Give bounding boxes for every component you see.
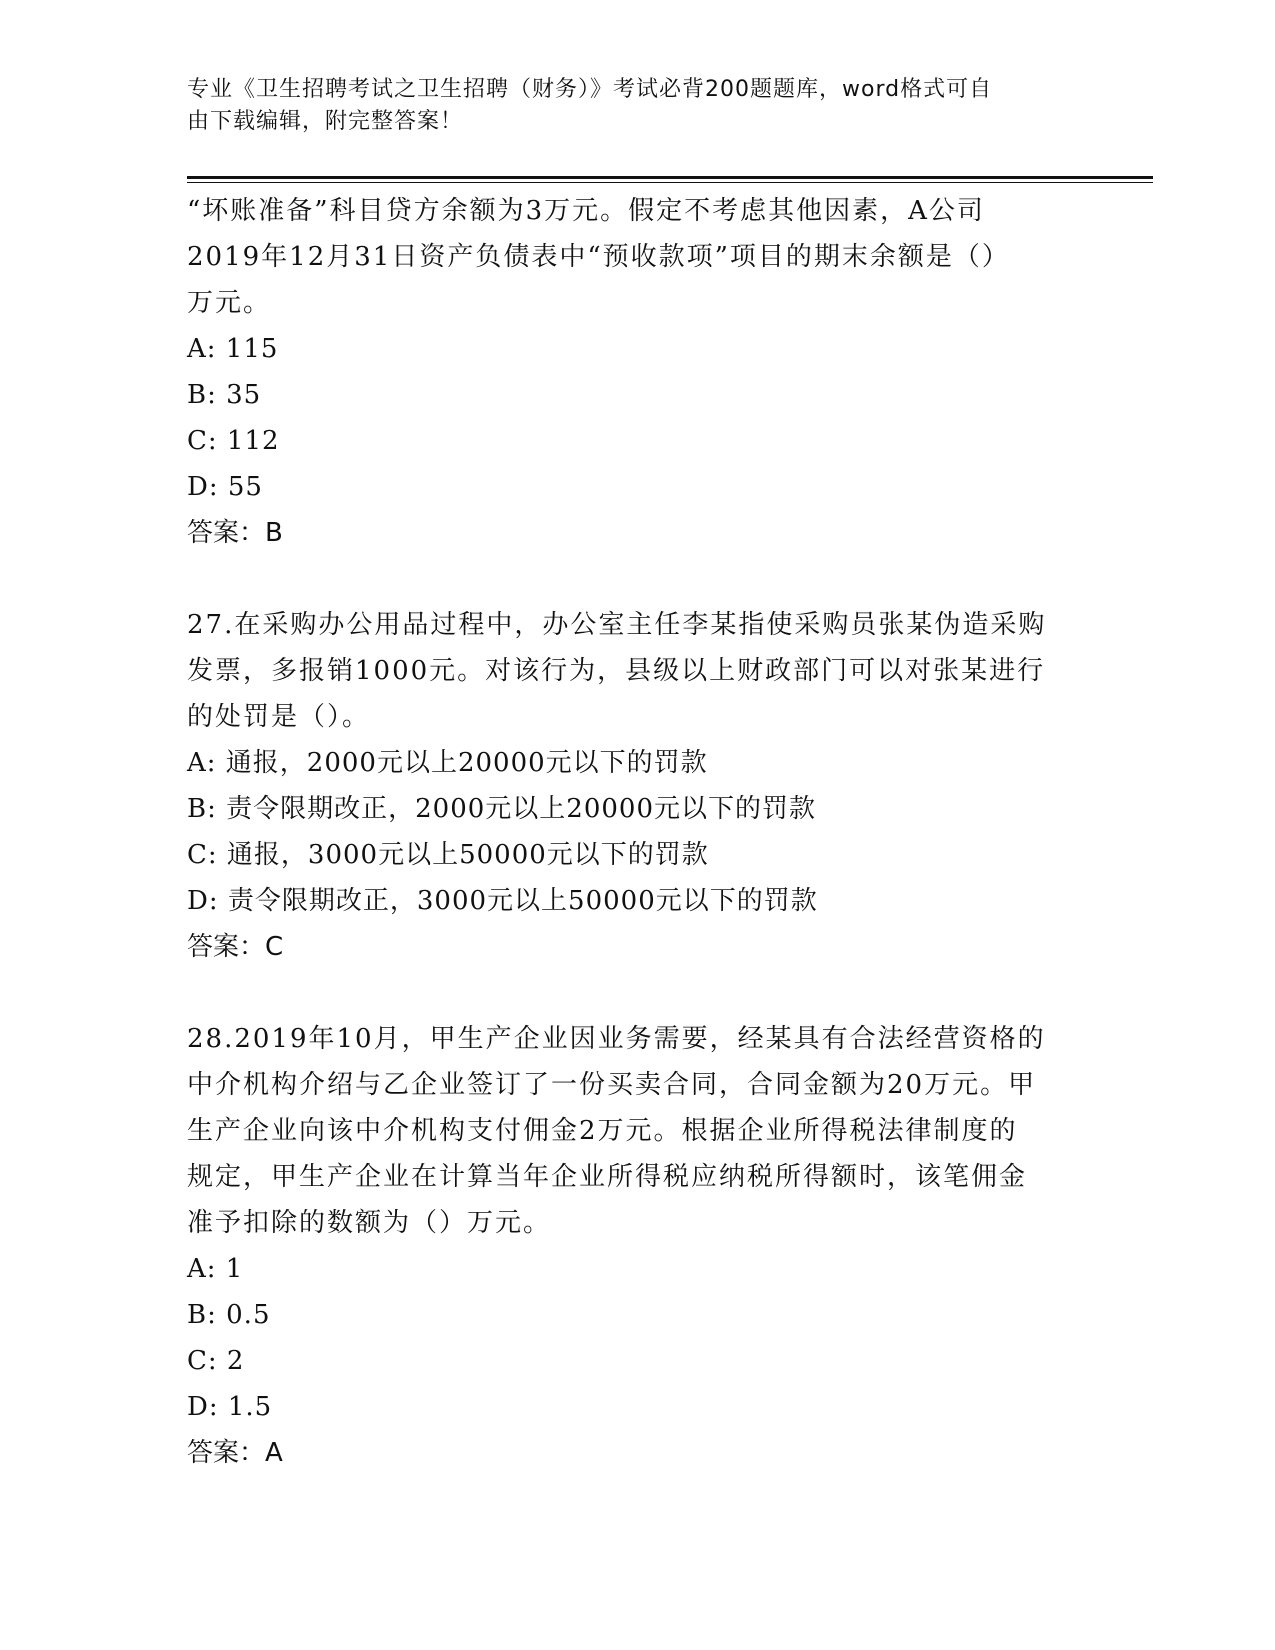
header-line: 由下载编辑，附完整答案！ [187, 109, 464, 134]
question-text-line: 规定，甲生产企业在计算当年企业所得税应纳税所得额时，该笔佣金 [187, 1162, 1028, 1192]
header-line: 专业《卫生招聘考试之卫生招聘（财务）》考试必背200题题库，word格式可自 [187, 77, 993, 102]
question-26 [187, 188, 1087, 556]
option-b: B: 35 [187, 380, 262, 410]
question-text-line: 生产企业向该中介机构支付佣金2万元。根据企业所得税法律制度的 [187, 1116, 1018, 1146]
option-a: A: 通报，2000元以上20000元以下的罚款 [187, 748, 708, 778]
answer-line: 答案：B [187, 518, 283, 548]
answer-line: 答案：A [187, 1438, 283, 1468]
question-27 [187, 602, 1087, 970]
question-text-line: 准予扣除的数额为（）万元。 [187, 1208, 552, 1238]
question-text-line: 万元。 [187, 288, 272, 318]
spacer [187, 970, 1087, 1016]
option-b: B: 0.5 [187, 1300, 271, 1330]
question-text-line: 28.2019年10月，甲生产企业因业务需要，经某具有合法经营资格的 [187, 1024, 1046, 1054]
question-text-line: 的处罚是（）。 [187, 702, 371, 732]
option-d: D: 55 [187, 472, 263, 502]
answer-line: 答案：C [187, 932, 284, 962]
question-28 [187, 1016, 1087, 1476]
option-c: C: 通报，3000元以上50000元以下的罚款 [187, 840, 709, 870]
question-text-line: 发票，多报销1000元。对该行为，县级以上财政部门可以对张某进行 [187, 656, 1046, 686]
option-a: A: 115 [187, 334, 279, 364]
option-d: D: 责令限期改正，3000元以上50000元以下的罚款 [187, 886, 818, 916]
option-b: B: 责令限期改正，2000元以上20000元以下的罚款 [187, 794, 817, 824]
header-rule-thick [187, 176, 1153, 179]
option-d: D: 1.5 [187, 1392, 273, 1422]
option-c: C: 2 [187, 1346, 245, 1376]
header-rule-thin [187, 182, 1153, 183]
option-c: C: 112 [187, 426, 280, 456]
question-text-line: 27.在采购办公用品过程中，办公室主任李某指使采购员张某伪造采购 [187, 610, 1047, 640]
spacer [187, 556, 1087, 602]
option-a: A: 1 [187, 1254, 244, 1284]
question-text-line: 中介机构介绍与乙企业签订了一份买卖合同，合同金额为20万元。甲 [187, 1070, 1037, 1100]
question-text-line: 2019年12月31日资产负债表中“预收款项”项目的期末余额是（） [187, 242, 1010, 272]
document-body [187, 188, 1087, 1476]
document-header [187, 74, 1087, 138]
question-text-line: “坏账准备”科目贷方余额为3万元。假定不考虑其他因素，A公司 [187, 196, 985, 226]
